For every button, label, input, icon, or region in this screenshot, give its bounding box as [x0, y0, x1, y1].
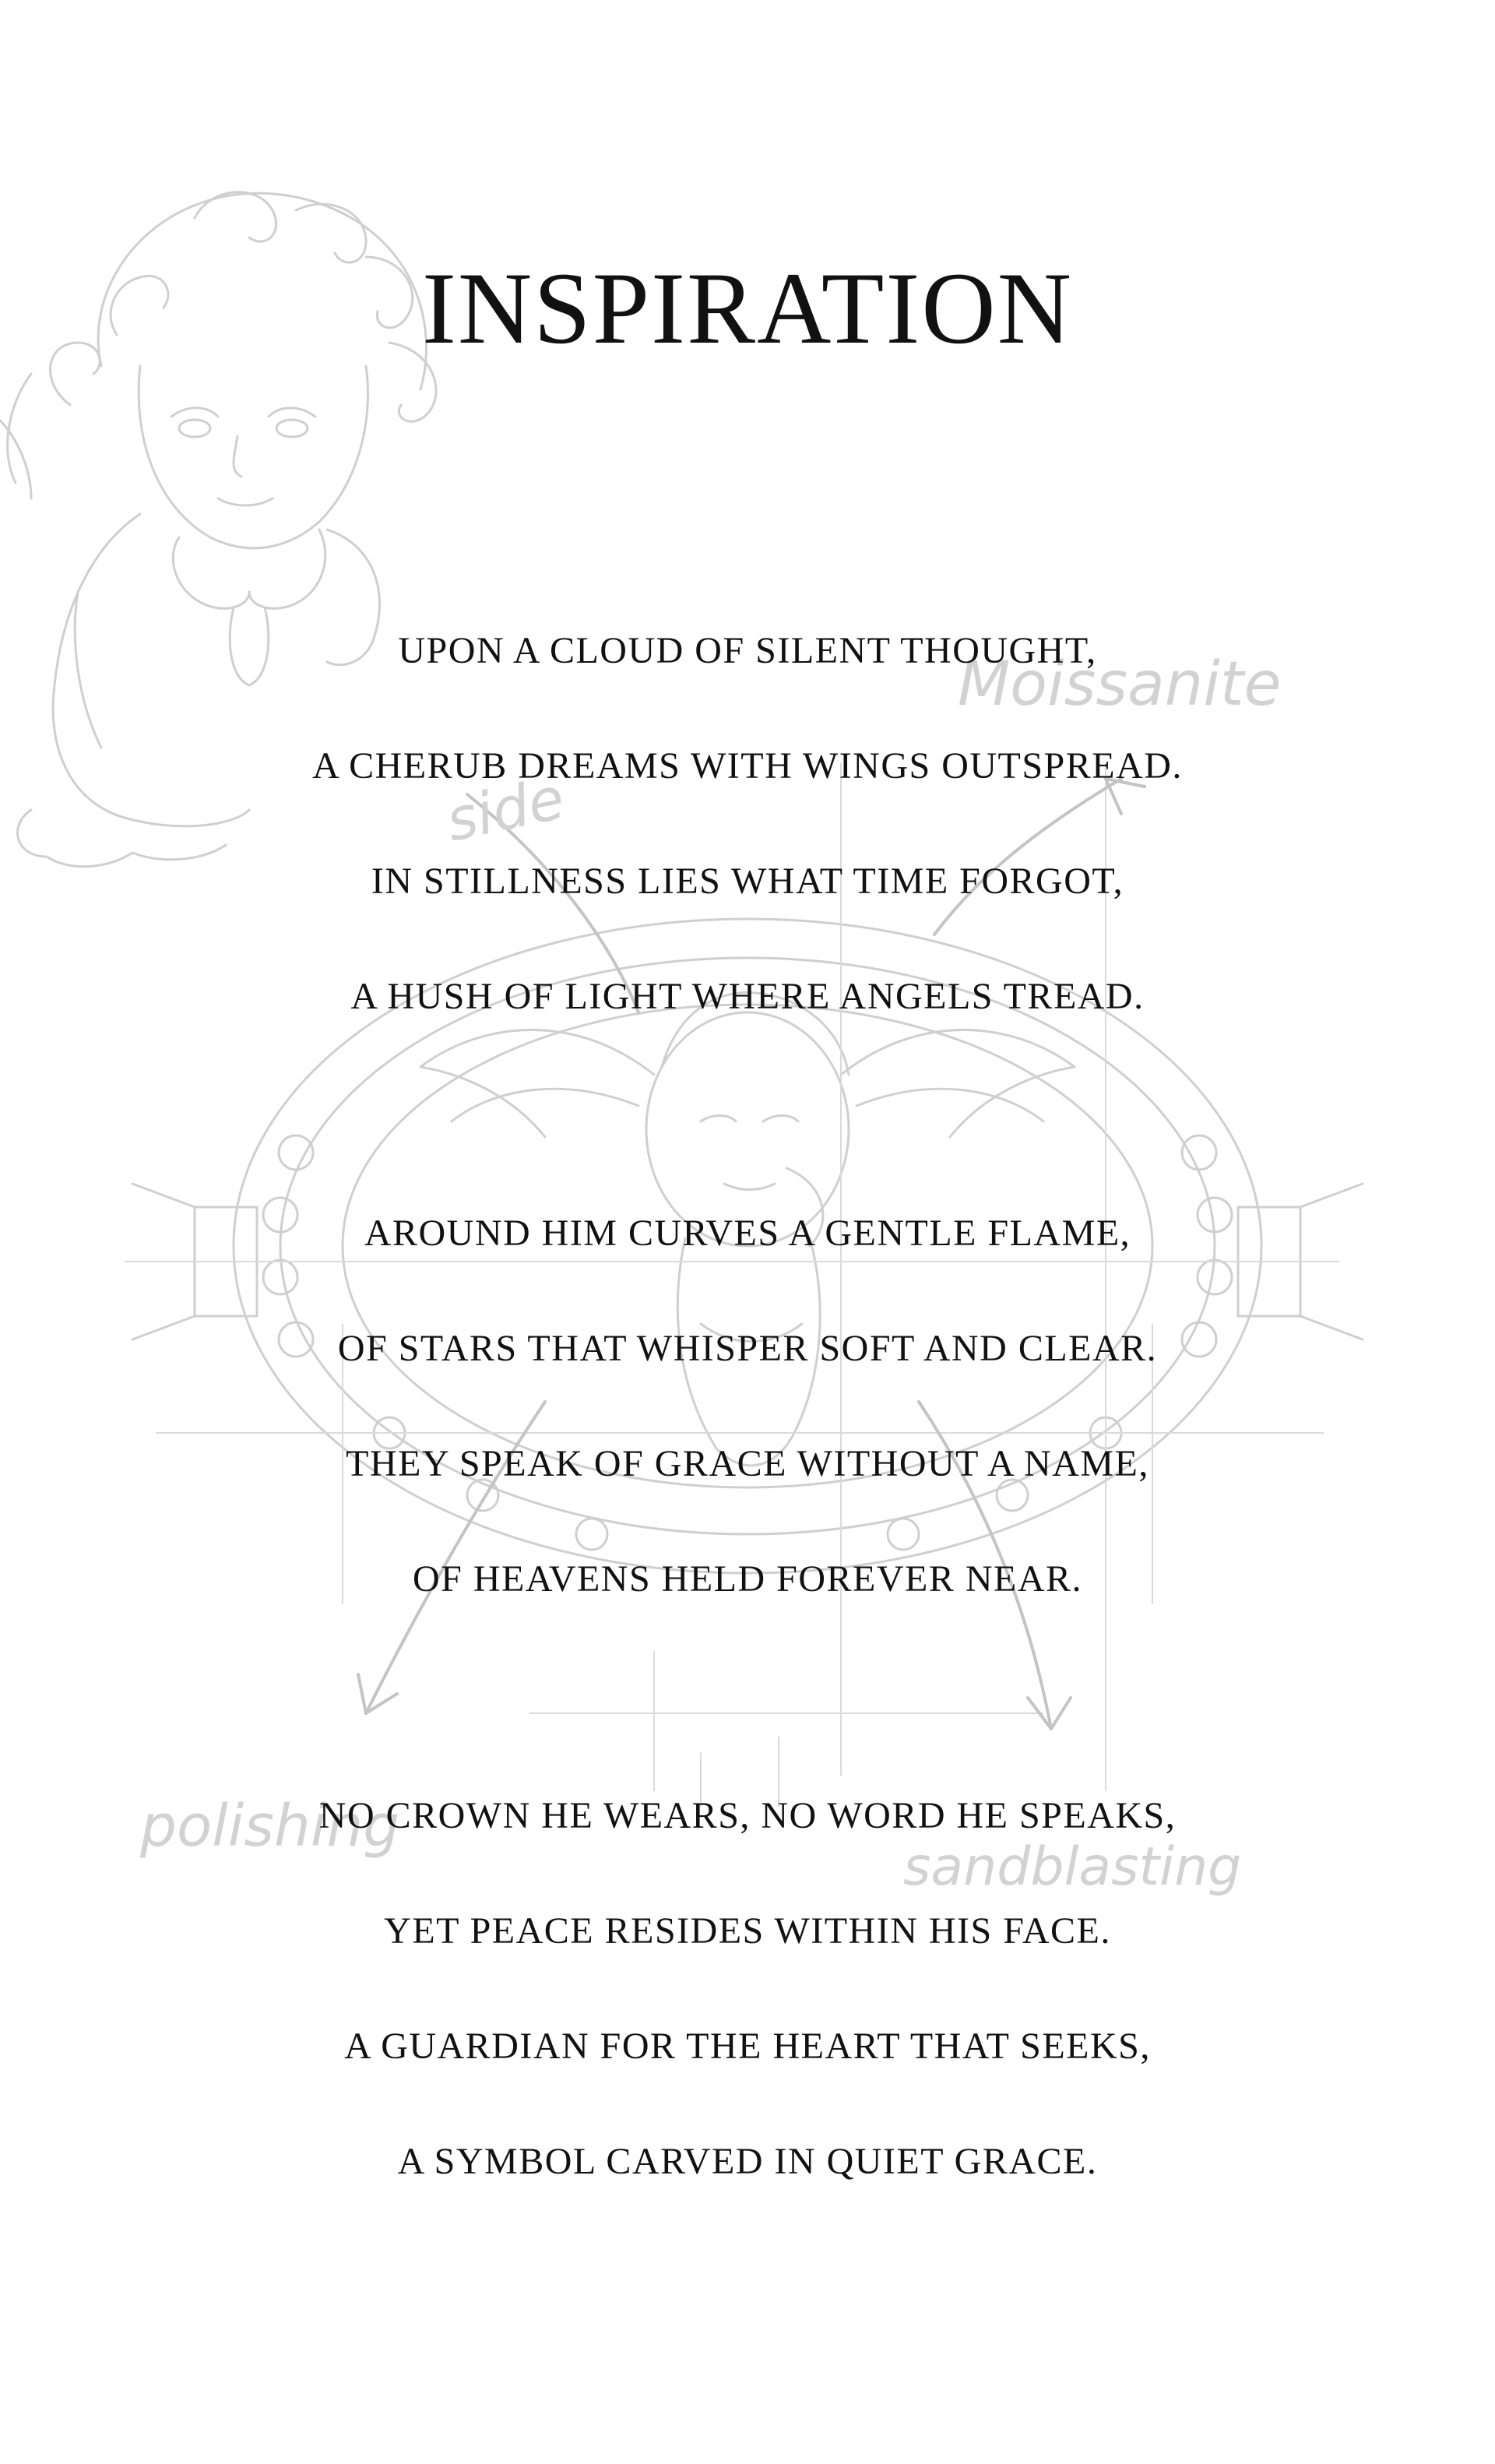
sketch-label-moissanite: Moissanite	[958, 649, 1282, 720]
poem-line: AROUND HIM CURVES A GENTLE FLAME,	[364, 1213, 1131, 1254]
poem-line: YET PEACE RESIDES WITHIN HIS FACE.	[384, 1910, 1111, 1952]
poem-line: A GUARDIAN FOR THE HEART THAT SEEKS,	[344, 2026, 1151, 2067]
poem-line: A HUSH OF LIGHT WHERE ANGELS TREAD.	[350, 976, 1145, 1017]
poem-title: INSPIRATION	[421, 251, 1074, 365]
sketch-label-side: side	[440, 764, 571, 855]
sketch-label-polishing: polishing	[140, 1793, 400, 1860]
poem-line: UPON A CLOUD OF SILENT THOUGHT,	[398, 630, 1097, 671]
poem-line: THEY SPEAK OF GRACE WITHOUT A NAME,	[346, 1443, 1149, 1484]
sketch-label-sandblasting: sandblasting	[903, 1836, 1242, 1898]
poem-line: IN STILLNESS LIES WHAT TIME FORGOT,	[371, 861, 1124, 902]
guide-lines	[125, 763, 1339, 1807]
poem-line: A SYMBOL CARVED IN QUIET GRACE.	[397, 2141, 1098, 2182]
poem-line: NO CROWN HE WEARS, NO WORD HE SPEAKS,	[318, 1795, 1177, 1836]
poem-line: A CHERUB DREAMS WITH WINGS OUTSPREAD.	[312, 745, 1183, 787]
poem-line: OF HEAVENS HELD FOREVER NEAR.	[413, 1558, 1082, 1600]
poem-line: OF STARS THAT WHISPER SOFT AND CLEAR.	[337, 1328, 1158, 1369]
